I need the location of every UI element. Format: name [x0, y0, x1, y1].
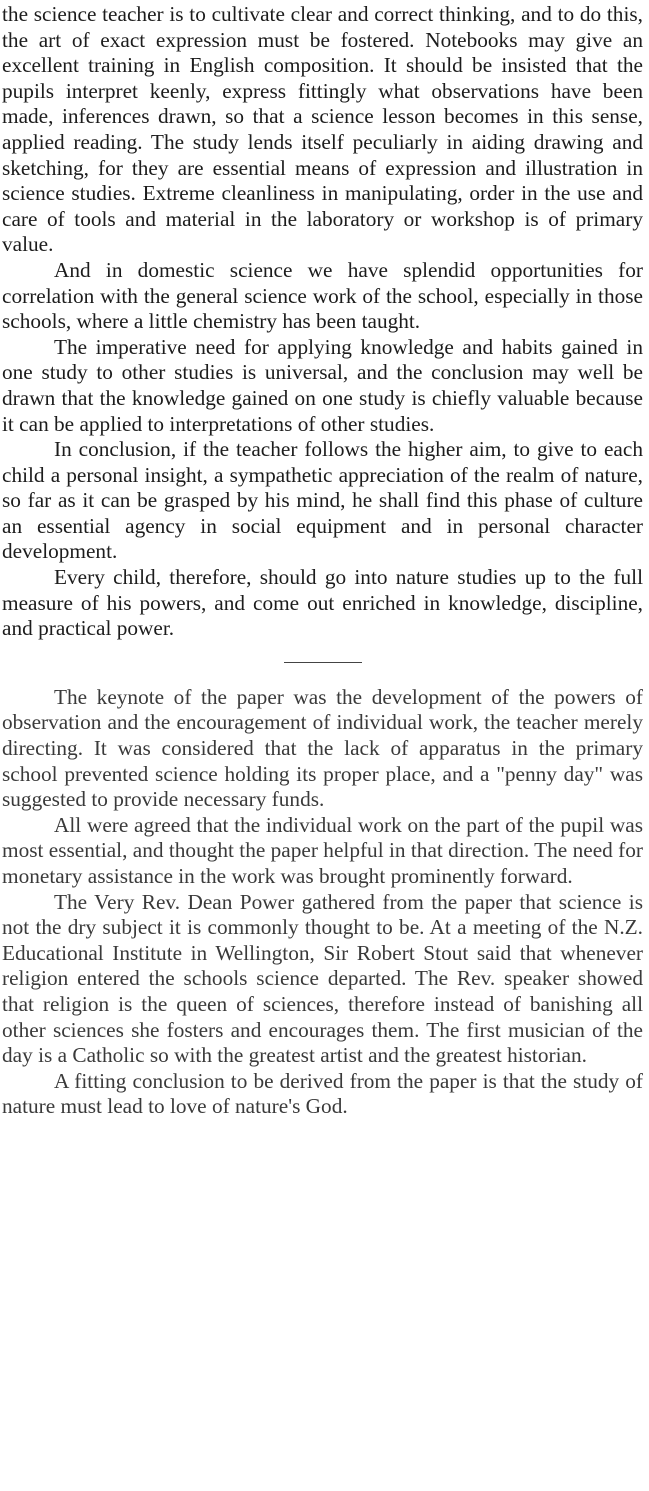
paragraph-fitting-conclusion: A fitting conclusion to be derived from the paper is that the study of nature must lead to love of nature's God.	[2, 1068, 643, 1119]
article-section-conclusion	[2, 2, 643, 642]
paragraph-every-child: Every child, therefore, should go into nature studies up to the full measure of his powers, and come out enriched in knowledge, discipline, and practical power.	[2, 565, 643, 641]
paragraph-in-conclusion: In conclusion, if the teacher follows the higher aim, to give to each child a personal insight, a sympathetic appreciation of the realm of nature, so far as it can be grasped by his mind, he shall find this phase of culture an essential agency in social equipment and in personal character development.	[2, 437, 643, 564]
paragraph-imperative-need: The imperative need for applying knowledge and habits gained in one study to other studies is universal, and the conclusion may well be drawn that the knowledge gained on one study is chiefly valuable because it can be applied to interpretations of other studies.	[2, 334, 643, 436]
article-section-discussion	[2, 685, 643, 1120]
paragraph-dean-power: The Very Rev. Dean Power gathered from the paper that science is not the dry subject it is commonly thought to be. At a meeting of the N.Z. Educational Institute in Wellington, Sir Robert Stout said that whenever religion entered the schools science departed. The Rev. speaker showed that religion is the queen of sciences, therefore instead of banishing all other sciences she fosters and encourages them. The first musician of the day is a Catholic so with the greatest artist and the greatest historian.	[2, 889, 643, 1068]
paragraph-keynote: The keynote of the paper was the development of the powers of observation and the encouragement of individual work, the teacher merely directing. It was considered that the lack of apparatus in the primary school prevented science holding its proper place, and a "penny day" was suggested to provide necessary funds.	[2, 684, 643, 812]
paragraph-domestic-science: And in domestic science we have splendid opportunities for correlation with the general science work of the school, especially in those schools, where a little chemistry has been taught.	[2, 257, 643, 334]
paragraph-science-teacher: the science teacher is to cultivate clear and correct thinking, and to do this, the art of exact expression must be fostered. Notebooks may give an excellent training in English composition. It should be insisted that the pupils interpret keenly, express fittingly what observations have been made, inferences drawn, so that a science lesson becomes in this sense, applied reading. The study lends itself peculiarly in aiding drawing and sketching, for they are essential means of expression and illustration in science studies. Extreme cleanliness in manipulating, order in the use and care of tools and material in the laboratory or workshop is of primary value.	[2, 2, 643, 257]
section-divider-rule	[284, 662, 362, 663]
paragraph-all-agreed: All were agreed that the individual work on the part of the pupil was most essential, and thought the paper helpful in that direction. The need for monetary assistance in the work was brought prominently forward.	[2, 812, 643, 888]
